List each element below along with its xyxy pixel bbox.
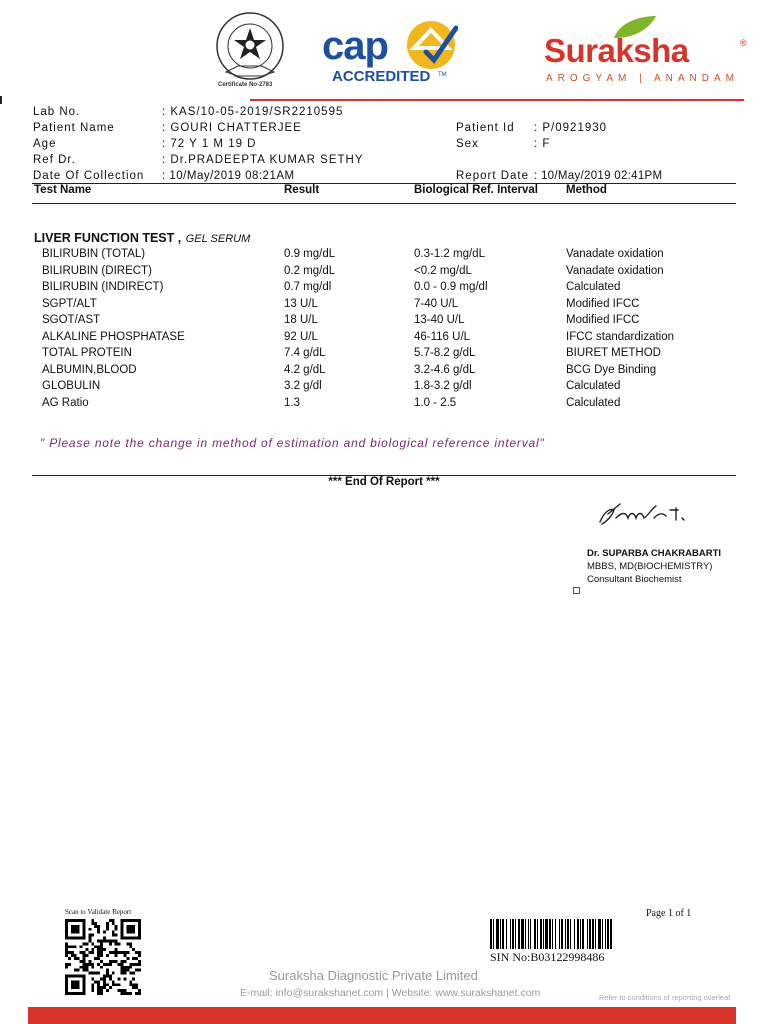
cell-name: ALBUMIN,BLOOD [42,363,137,376]
cell-result: 0.7 mg/dl [284,281,332,293]
col-method: Method [566,184,607,196]
cell-method: BIURET METHOD [566,347,661,359]
collection-date-value: : 10/May/2019 08:21AM [162,170,295,182]
collection-date-label: Date Of Collection [33,170,145,182]
table-row [0,347,768,363]
small-checkbox-icon [573,587,580,594]
cell-interval: 1.8-3.2 g/dl [414,380,472,392]
cell-method: Calculated [566,396,621,409]
age-label: Age [33,138,57,150]
header-red-rule [250,99,744,101]
section-specimen: GEL SERUM [185,233,251,245]
cell-name: SGPT/ALT [42,297,97,310]
cap-accredited-logo [320,18,480,90]
cell-result: 0.9 mg/dL [284,248,336,260]
registered-mark: ® [740,38,747,48]
ref-dr-value: : Dr.PRADEEPTA KUMAR SETHY [162,154,364,166]
cell-name: SGOT/AST [42,314,101,326]
cap-logo-text: cap [322,24,388,68]
table-header-bottom-rule [32,203,736,204]
cell-interval: 1.0 - 2.5 [414,396,457,409]
table-row [0,281,768,297]
sex-label: Sex [456,138,479,150]
cell-interval: 7-40 U/L [414,297,459,310]
report-date-label: Report Date [456,170,530,182]
cell-method: Calculated [566,281,621,293]
signature [596,498,692,532]
end-of-report: *** End Of Report *** [328,476,440,488]
barcode [490,919,700,949]
col-test-name: Test Name [34,184,92,196]
brand-tagline: AROGYAM | ANANDAM [546,73,739,84]
cell-name: AG Ratio [42,396,89,409]
sin-number: SIN No:B03122998486 [490,950,605,964]
cell-method: IFCC standardization [566,330,675,343]
patient-id-label: Patient Id [456,122,515,134]
cell-method: Vanadate oxidation [566,264,664,277]
table-row [0,364,768,380]
table-row [0,397,768,413]
qr-code[interactable] [64,919,142,995]
brand-name: Suraksha [544,32,689,69]
company-name: Suraksha Diagnostic Private Limited [269,968,478,983]
table-row [0,248,768,264]
table-row [0,314,768,330]
page-number: Page 1 of 1 [646,908,692,919]
cell-result: 3.2 g/dl [284,380,322,392]
table-row [0,380,768,396]
section-title [34,229,250,247]
signatory-name: Dr. SUPARBA CHAKRABARTI [587,548,722,559]
cell-method: Modified IFCC [566,314,640,326]
cell-result: 0.2 mg/dL [284,264,336,277]
cell-interval: <0.2 mg/dL [414,264,472,277]
cell-name: BILIRUBIN (DIRECT) [42,264,152,277]
cell-interval: 13-40 U/L [414,314,465,326]
method-change-note: " Please note the change in method of estimation and biological reference interval" [40,436,545,450]
cell-method: Vanadate oxidation [566,248,664,260]
cell-name: BILIRUBIN (TOTAL) [42,248,146,260]
patient-name-value: : GOURI CHATTERJEE [162,122,302,134]
cell-result: 4.2 g/dL [284,363,326,376]
col-result: Result [284,184,320,196]
cell-interval: 5.7-8.2 g/dL [414,347,476,359]
table-row [0,298,768,314]
lab-no-value: : KAS/10-05-2019/SR2210595 [162,106,344,118]
cell-result: 7.4 g/dL [284,347,326,359]
patient-id-value: : P/0921930 [534,122,608,134]
signatory-qualification: MBBS, MD(BIOCHEMISTRY) [587,561,713,572]
cell-result: 18 U/L [284,314,318,326]
table-row [0,331,768,347]
overleaf-note: Refer to conditions of reporting overleaf [599,993,731,1002]
signatory-designation: Consultant Biochemist [587,574,682,585]
cell-method: Calculated [566,380,621,392]
cell-name: ALKALINE PHOSPHATASE [42,330,185,343]
cell-result: 13 U/L [284,297,318,310]
sex-value: : F [534,138,551,150]
cell-interval: 3.2-4.6 g/dL [414,363,476,376]
left-edge-mark [0,96,2,104]
certificate-number: Certificate No-2783 [218,82,273,88]
footer-red-bar [28,1007,736,1024]
signatory-block [587,548,721,585]
cell-name: BILIRUBIN (INDIRECT) [42,281,164,293]
contact-line: E-mail: info@surakshanet.com | Website: www.surakshanet.com [240,987,541,999]
cell-result: 1.3 [284,396,300,409]
table-row [0,265,768,281]
cell-name: GLOBULIN [42,380,101,392]
patient-name-label: Patient Name [33,122,115,134]
report-date-value: : 10/May/2019 02:41PM [534,170,663,182]
col-interval: Biological Ref. Interval [414,184,538,196]
age-value: : 72 Y 1 M 19 D [162,138,257,150]
section-title-text: LIVER FUNCTION TEST , [34,231,182,245]
cell-interval: 0.0 - 0.9 mg/dl [414,281,488,293]
cell-method: Modified IFCC [566,297,640,310]
cell-result: 92 U/L [284,330,318,343]
lab-no-label: Lab No. [33,106,81,118]
suraksha-logo [542,14,752,88]
cell-name: TOTAL PROTEIN [42,347,132,359]
table-header-top-rule [32,183,736,184]
tm-mark: TM [438,72,447,78]
ref-dr-label: Ref Dr. [33,154,76,166]
accredited-text: ACCREDITED [332,68,431,85]
cell-interval: 46-116 U/L [414,330,471,343]
scan-label: Scan to Validate Report [65,908,132,916]
cell-interval: 0.3-1.2 mg/dL [414,248,485,260]
cell-method: BCG Dye Binding [566,363,657,376]
